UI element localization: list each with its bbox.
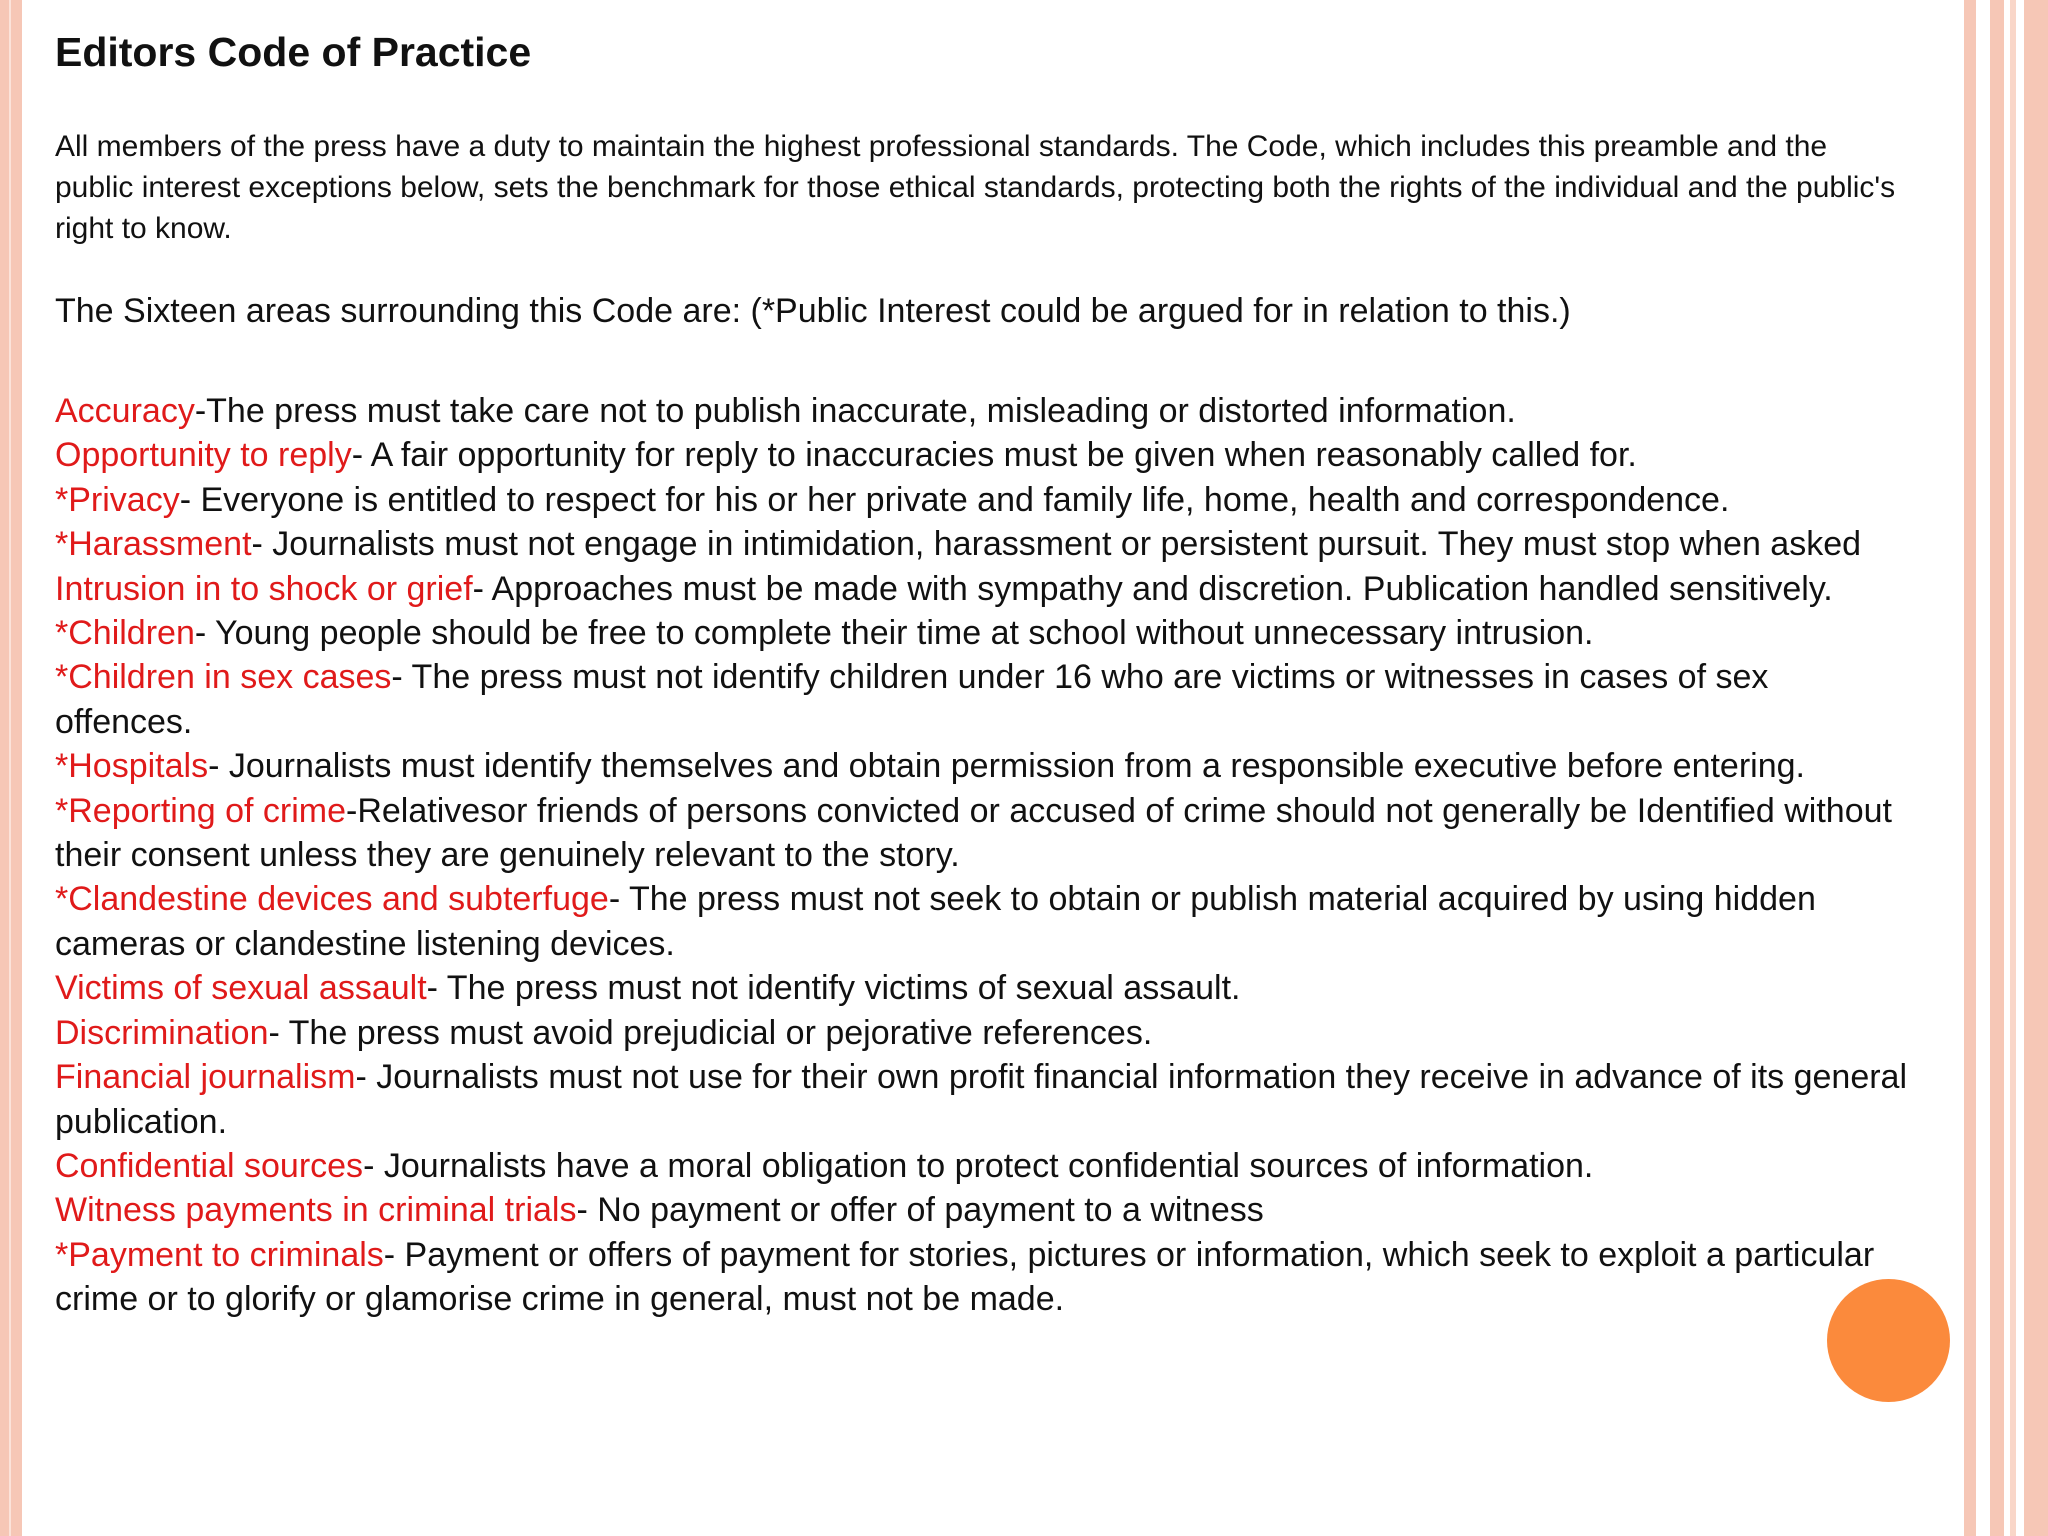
orange-circle-decoration	[1827, 1279, 1950, 1402]
area-text: -The press must take care not to publish inaccurate, misleading or distorted information.	[194, 392, 1516, 430]
list-item	[55, 522, 1915, 566]
area-text: -Relativesor friends of persons convicted or accused of crime should not generally be Identified without their consent unless they are genuinely relevant to the story.	[55, 791, 1892, 875]
area-title: *Children in sex cases	[55, 658, 392, 697]
stripe	[2024, 0, 2048, 1536]
list-item	[55, 1233, 1915, 1322]
list-item	[55, 478, 1915, 522]
area-text: - Payment or offers of payment for stories, pictures or information, which seek to exploit a particular crime or to glorify or glamorise crime in general, must not be made.	[55, 1235, 1875, 1319]
area-text: - The press must avoid prejudicial or pejorative references.	[268, 1013, 1153, 1052]
preamble-paragraph: All members of the press have a duty to maintain the highest professional standards. The Code, which includes this preamble and the public interest exceptions below, sets the benchmark for those ethical standards, protecting both the rights of the individual and the public's right to know.	[55, 130, 1896, 245]
area-text: - Journalists must not use for their own profit financial information they receive in advance of its general publication.	[55, 1058, 1908, 1141]
right-decorative-stripes	[1964, 0, 2048, 1536]
list-item	[55, 611, 1915, 655]
list-item	[55, 744, 1915, 788]
area-text: - Journalists have a moral obligation to protect confidential sources of information.	[363, 1146, 1594, 1185]
list-item	[55, 655, 1915, 744]
area-text: - Journalists must not engage in intimidation, harassment or persistent pursuit. They must stop when asked	[251, 525, 1862, 564]
list-item	[55, 1011, 1915, 1055]
stripe	[1990, 0, 2004, 1536]
area-title: Victims of sexual assault	[55, 969, 427, 1008]
area-title: Accuracy	[55, 392, 195, 430]
area-title: *Clandestine devices and subterfuge	[55, 880, 609, 919]
code-areas-list	[55, 389, 1915, 1322]
stripe	[2010, 0, 2016, 1536]
area-text: - The press must not seek to obtain or publish material acquired by using hidden cameras or clandestine listening devices.	[55, 880, 1816, 963]
area-text: - The press must not identify victims of sexual assault.	[426, 969, 1241, 1008]
area-title: *Payment to criminals	[55, 1235, 384, 1274]
list-item	[55, 1144, 1915, 1188]
area-title: Confidential sources	[55, 1146, 364, 1185]
area-title: *Harassment	[55, 525, 252, 564]
area-text: - The press must not identify children under 16 who are victims or witnesses in cases of sex offences.	[55, 658, 1769, 741]
list-item	[55, 433, 1915, 477]
slide-title: Editors Code of Practice	[55, 29, 532, 75]
area-text: - Journalists must identify themselves and obtain permission from a responsible executive before entering.	[208, 747, 1805, 786]
area-title: *Reporting of crime	[55, 791, 347, 830]
area-text: - A fair opportunity for reply to inaccuracies must be given when reasonably called for.	[351, 436, 1637, 475]
left-decorative-border	[0, 0, 22, 1536]
area-text: - Young people should be free to complete their time at school without unnecessary intrusion.	[194, 614, 1594, 653]
list-item	[55, 877, 1915, 966]
list-item	[55, 1188, 1915, 1232]
area-title: *Children	[55, 614, 195, 653]
stripe	[1964, 0, 1976, 1536]
area-title: *Privacy	[55, 480, 180, 519]
area-title: Financial journalism	[55, 1058, 356, 1097]
slide-content	[55, 20, 1955, 1322]
list-item	[55, 789, 1915, 878]
area-text: - No payment or offer of payment to a witness	[576, 1191, 1264, 1230]
area-text: - Everyone is entitled to respect for his or her private and family life, home, health and correspondence.	[179, 480, 1730, 519]
area-title: Opportunity to reply	[55, 436, 352, 475]
area-title: Intrusion in to shock or grief	[55, 569, 473, 608]
area-text: - Approaches must be made with sympathy and discretion. Publication handled sensitively.	[472, 569, 1833, 608]
list-item	[55, 966, 1915, 1010]
area-title: Discrimination	[55, 1013, 269, 1052]
intro-line: The Sixteen areas surrounding this Code are: (*Public Interest could be argued for in relation to this.)	[55, 292, 1571, 330]
area-title: *Hospitals	[55, 747, 209, 786]
list-item	[55, 389, 1915, 433]
list-item	[55, 1055, 1915, 1144]
area-title: Witness payments in criminal trials	[55, 1191, 577, 1230]
list-item	[55, 567, 1915, 611]
